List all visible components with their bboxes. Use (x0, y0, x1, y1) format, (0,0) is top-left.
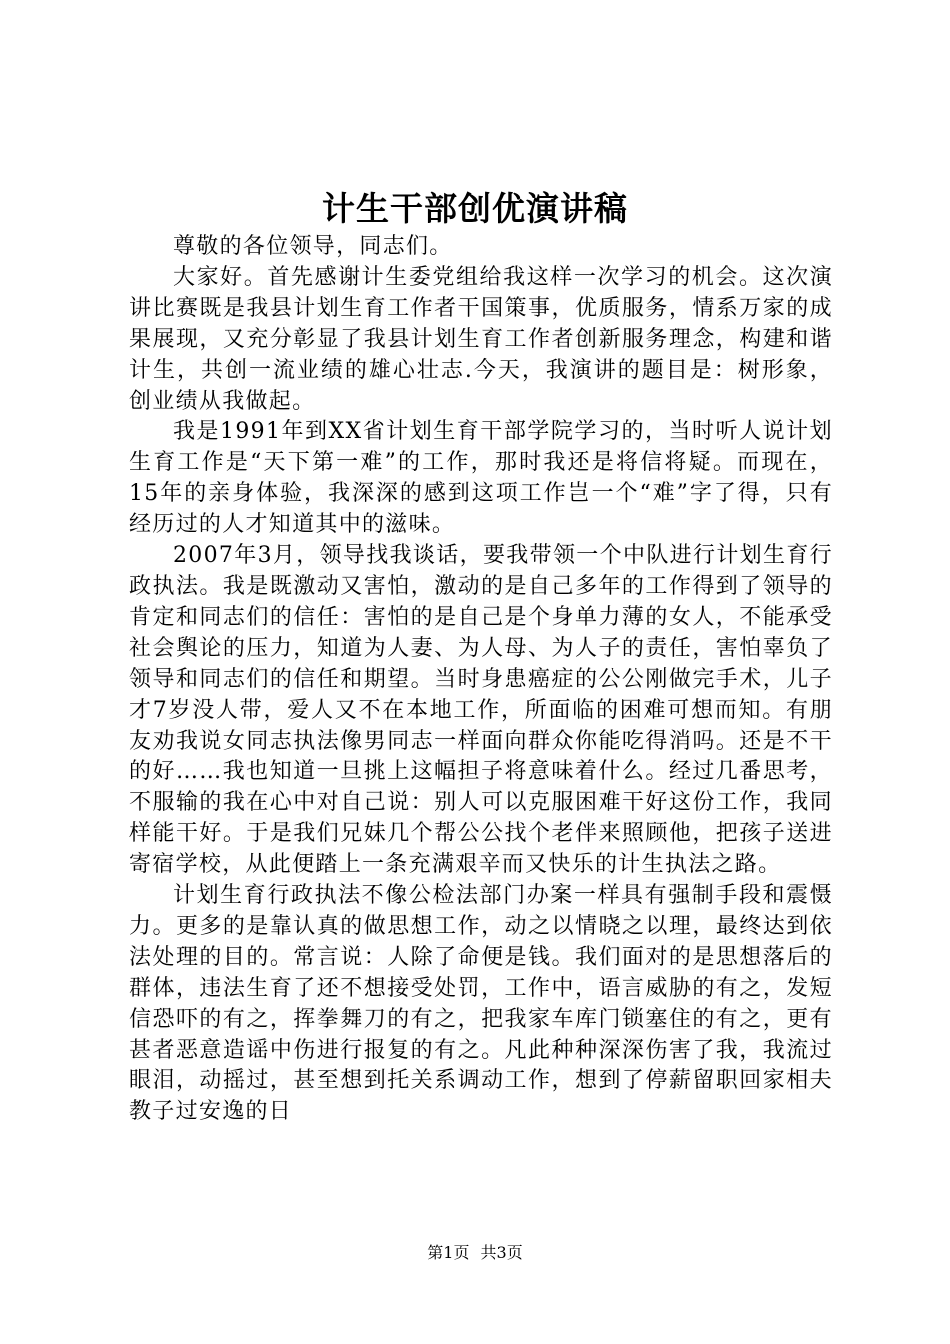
paragraph-salutation: 尊敬的各位领导，同志们。 (173, 234, 453, 259)
page-title: 计生干部创优演讲稿 (322, 189, 628, 228)
paragraph-intro: 大家好。首先感谢计生委党组给我这样一次学习的机会。这次演讲比赛既是我县计划生育工作者干国策事，优质服务，情系万家的成果展现，又充分彰显了我县计划生育工作者创新服务理念，构建和谐计生，共创一流业绩的雄心壮志.今天，我演讲的题目是：树形象，创业绩从我做起。 (129, 264, 833, 414)
paragraph-enforcement: 计划生育行政执法不像公检法部门办案一样具有强制手段和震慑力。更多的是靠认真的做思想工作，动之以情晓之以理，最终达到依法处理的目的。常言说：人除了命便是钱。我们面对的是思想落后的群体，违法生育了还不想接受处罚，工作中，语言威胁的有之，发短信恐吓的有之，挥拳舞刀的有之，把我家车库门锁塞住的有之，更有甚者恶意造谣中伤进行报复的有之。凡此种种深深伤害了我，我流过眼泪，动摇过，甚至想到托关系调动工作，想到了停薪留职回家相夫教子过安逸的日 (129, 883, 833, 1125)
paragraph-1991: 我是1991年到XX省计划生育干部学院学习的，当时听人说计划生育工作是“天下第一难”的工作，那时我还是将信将疑。而现在，15年的亲身体验，我深深的感到这项工作岂一个“难”字了得，只有经历过的人才知道其中的滋味。 (129, 419, 833, 538)
paragraph-2007: 2007年3月，领导找我谈话，要我带领一个中队进行计划生育行政执法。我是既激动又害怕，激动的是自己多年的工作得到了领导的肯定和同志们的信任：害怕的是自己是个身单力薄的女人，不能承受社会舆论的压力，知道为人妻、为人母、为人子的责任，害怕辜负了领导和同志们的信任和期望。当时身患癌症的公公刚做完手术，儿子才7岁没人带，爱人又不在本地工作，所面临的困难可想而知。有朋友劝我说女同志执法像男同志一样面向群众你能吃得消吗。还是不干的好……我也知道一旦挑上这幅担子将意味着什么。经过几番思考，不服输的我在心中对自己说：别人可以克服困难干好这份工作，我同样能干好。于是我们兄妹几个帮公公找个老伴来照顾他，把孩子送进寄宿学校，从此便踏上一条充满艰辛而又快乐的计生执法之路。 (129, 543, 833, 878)
page-number-footer: 第1页 共3页 (427, 1243, 523, 1262)
document-body (129, 232, 833, 1128)
